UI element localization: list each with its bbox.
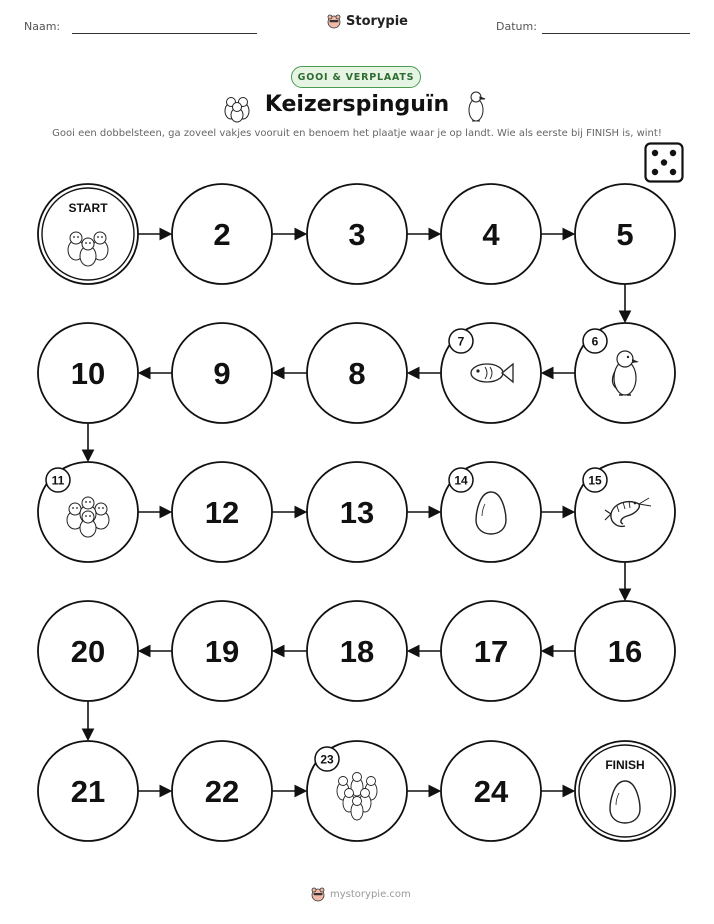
square-number: 11 [51, 473, 65, 488]
board-square-24 [441, 741, 541, 841]
square-number: 18 [339, 634, 375, 669]
game-type-badge: GOOI & VERPLAATS [291, 66, 421, 88]
board-square-3 [307, 184, 407, 284]
square-number: 21 [70, 774, 106, 809]
square-number: 22 [204, 774, 240, 809]
storypie-logo-icon [310, 886, 326, 902]
board-square-7 [441, 323, 541, 423]
board-square-21 [38, 741, 138, 841]
board-square-13 [307, 462, 407, 562]
board-square-16 [575, 601, 675, 701]
square-number: 12 [204, 495, 240, 530]
square-number: 7 [457, 334, 465, 349]
board-square-4 [441, 184, 541, 284]
date-label: Datum: [496, 20, 537, 33]
board-square-6 [575, 323, 675, 423]
square-number: 4 [482, 217, 500, 252]
board-square-10 [38, 323, 138, 423]
finish-label: FINISH [605, 758, 645, 772]
board-square-22 [172, 741, 272, 841]
board-square-18 [307, 601, 407, 701]
square-number: 6 [591, 334, 599, 349]
board-square-5 [575, 184, 675, 284]
square-number: 19 [204, 634, 240, 669]
board-square-19 [172, 601, 272, 701]
square-number: 20 [70, 634, 106, 669]
square-number: 13 [339, 495, 375, 530]
square-number: 14 [454, 473, 468, 488]
square-number: 3 [348, 217, 366, 252]
page-title: Keizerspinguïn [264, 92, 450, 117]
board-square-12 [172, 462, 272, 562]
finish-square [575, 741, 675, 841]
square-number: 10 [70, 356, 106, 391]
board-square-15 [575, 462, 675, 562]
square-number: 17 [473, 634, 509, 669]
board-square-11 [38, 462, 138, 562]
square-number: 24 [473, 774, 509, 809]
board-square-17 [441, 601, 541, 701]
instructions: Gooi een dobbelsteen, ga zoveel vakjes vooruit en benoem het plaatje waar je op landt. Wie als eerste bij FINISH is, wint! [52, 128, 662, 139]
board-square-8 [307, 323, 407, 423]
board-square-14 [441, 462, 541, 562]
square-number: 2 [213, 217, 231, 252]
footer [310, 886, 411, 902]
board-square-20 [38, 601, 138, 701]
brand-name: Storypie [346, 13, 408, 29]
board-square-23 [307, 741, 407, 841]
square-number: 9 [213, 356, 231, 391]
start-label: START [68, 201, 108, 215]
square-number: 16 [607, 634, 643, 669]
name-label: Naam: [24, 20, 61, 33]
square-number: 23 [320, 752, 334, 767]
square-number: 15 [588, 473, 602, 488]
board-square-9 [172, 323, 272, 423]
start-square [38, 184, 138, 284]
footer-site: mystorypie.com [330, 888, 411, 900]
board-square-2 [172, 184, 272, 284]
square-number: 5 [616, 217, 634, 252]
square-number: 8 [348, 356, 366, 391]
